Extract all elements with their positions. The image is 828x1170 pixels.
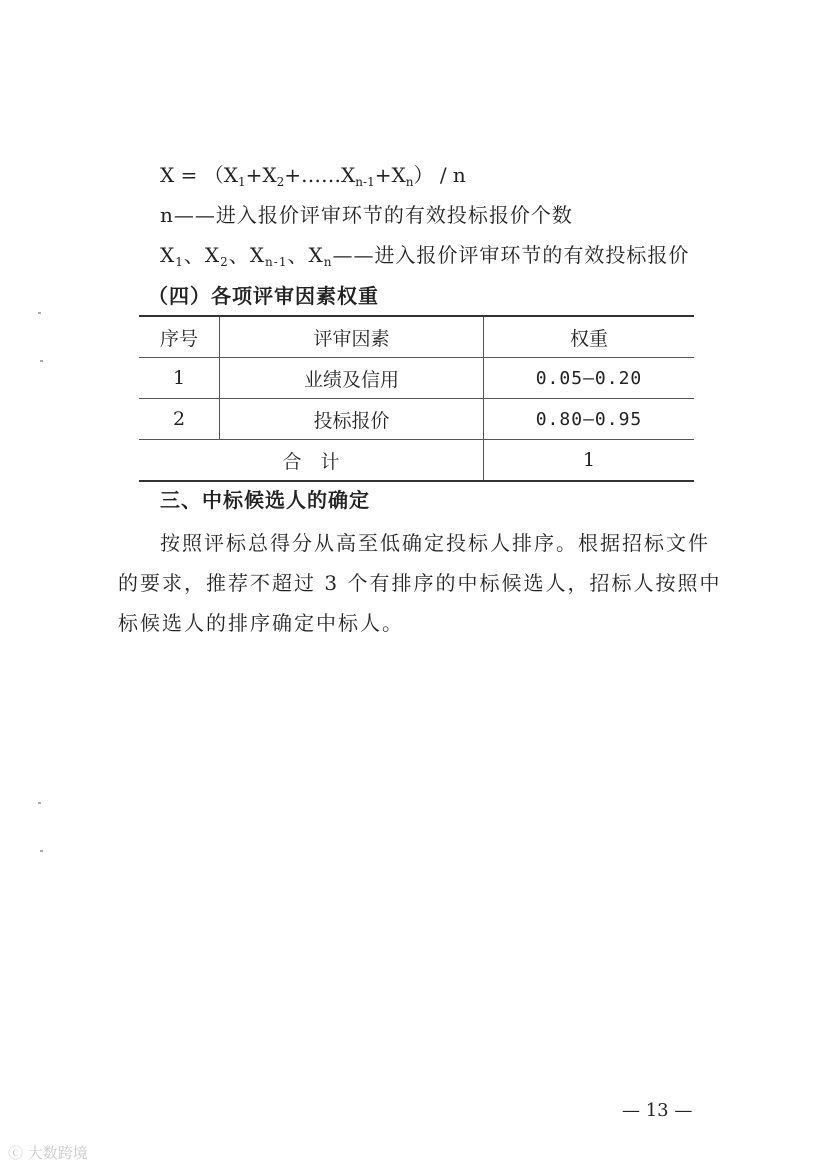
scan-speck	[40, 850, 43, 852]
total-value: 1	[484, 440, 695, 482]
row-weight: 0.05—0.20	[484, 358, 695, 399]
watermark-logo-icon: ⓒ	[8, 1144, 28, 1162]
scan-speck	[38, 802, 41, 804]
row-weight: 0.80—0.95	[484, 399, 695, 440]
scan-speck	[38, 312, 41, 314]
table-header-row	[139, 316, 694, 358]
row-index: 1	[139, 358, 220, 399]
header-weight: 权重	[484, 316, 695, 358]
weights-table	[139, 315, 694, 482]
page-number: — 13 —	[622, 1100, 693, 1121]
table-total-row	[139, 440, 694, 482]
body-paragraph: 按照评标总得分从高至低确定投标人排序。根据招标文件的要求，推荐不超过 3 个有排序的中标候选人，招标人按照中标候选人的排序确定中标人。	[118, 531, 722, 635]
header-factor: 评审因素	[220, 316, 484, 358]
x-definition: $X_1$、$X_2$、$X_{n-1}$、$X_n——$进入报价评审环节的有效投标报价	[160, 243, 690, 269]
row-index: 2	[139, 399, 220, 440]
watermark: ⓒ 大数跨境	[8, 1144, 88, 1162]
header-index: 序号	[139, 316, 220, 358]
table-row	[139, 399, 694, 440]
section-4-heading: （四）各项评审因素权重	[148, 284, 379, 308]
total-label: 合 计	[139, 440, 484, 482]
n-definition: n——进入报价评审环节的有效投标报价个数	[160, 203, 573, 227]
section-3-heading: 三、中标候选人的确定	[160, 488, 370, 512]
table-row	[139, 358, 694, 399]
row-factor: 投标报价	[220, 399, 484, 440]
row-factor: 业绩及信用	[220, 358, 484, 399]
scan-speck	[40, 360, 43, 362]
average-formula: $X = (X_1+X_2+\dots\dots X_{n-1}+X_n) / n$	[160, 163, 466, 189]
